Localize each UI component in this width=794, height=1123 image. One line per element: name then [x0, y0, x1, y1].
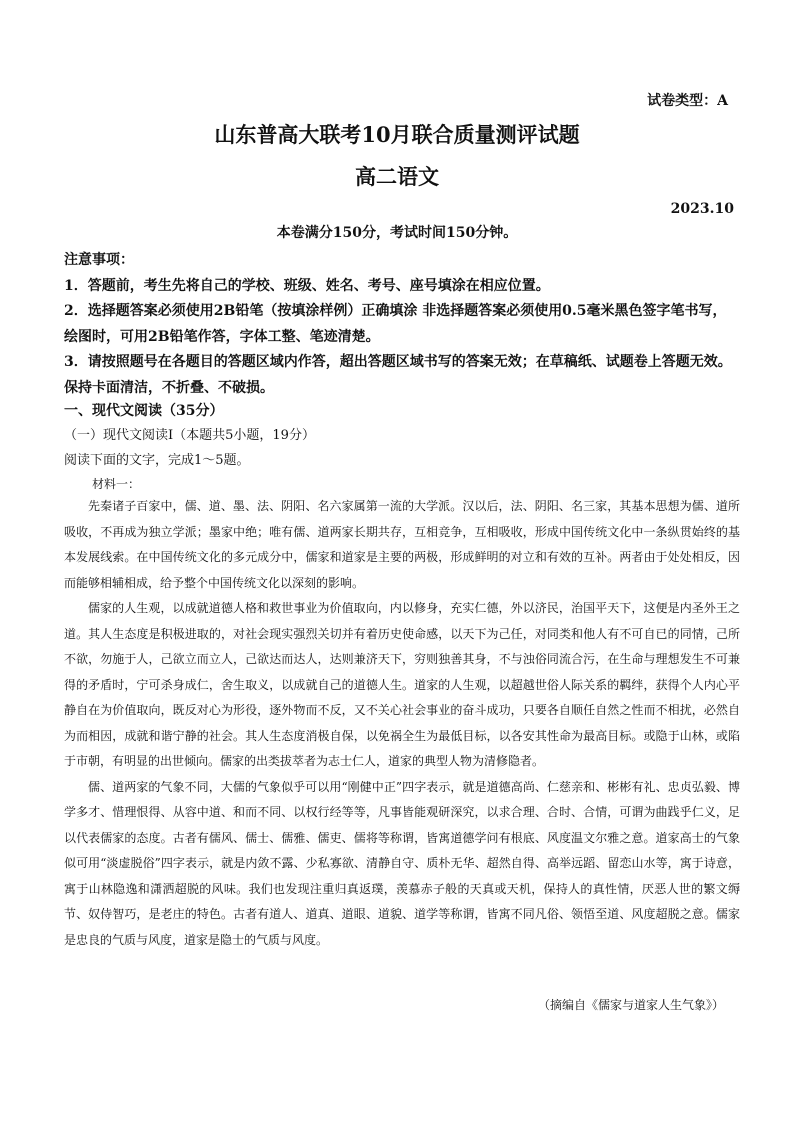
notes-block — [64, 248, 736, 401]
exam-date: 2023.10 — [670, 201, 734, 217]
passage-source: （摘编自《儒家与道家人生气象》） — [537, 998, 724, 1012]
exam-subject: 高二语文 — [355, 164, 439, 189]
note-item: 1．答题前，考生先将自己的学校、班级、姓名、考号、座号填涂在相应位置。 — [64, 277, 550, 294]
score-time-line: 本卷满分150分，考试时间150分钟。 — [276, 225, 518, 241]
passage-paragraph: 先秦诸子百家中，儒、道、墨、法、阴阳、名六家属第一流的大学派。汉以后，法、阴阳、名三家，其基本思想为儒、道所吸收，不再成为独立学派；墨家中绝；唯有儒、道两家长期共存，互相竞争，互相吸收，形成中国传统文化中一条纵贯始终的基本发展线索。在中国传统文化的多元成分中，儒家和道家是主要的两极，形成鲜明的对立和有效的互补。两者由于处处相反，因而能够相辅相成，给予整个中国传统文化以深刻的影响。 — [64, 499, 740, 590]
notes-heading: 注意事项： — [64, 252, 134, 268]
section-heading: 一、现代文阅读（35分） — [64, 403, 224, 419]
exam-title: 山东普高大联考10月联合质量测评试题 — [214, 122, 580, 147]
passage-paragraph: 儒、道两家的气象不同，大儒的气象似乎可以用“刚健中正”四字表示，就是道德高尚、仁慈亲和、彬彬有礼、忠贞弘毅、博学多才、惜理恨得、从容中道、和而不同、以权行经等等，凡事皆能观研深究，以求合理、合时、合情，可谓为曲践乎仁义，足以代表儒家的态度。古者有儒风、儒士、儒雅、儒吏、儒将等称谓，皆寓道德学问有根底、风度温文尔雅之意。道家高士的气象似可用“淡虚脱俗”四字表示，就是内敛不露、少私寡欲、清静自守、质朴无华、超然自得、高举远蹈、留恋山水等，寓于诗意，寓于山林隐逸和潇洒超脱的风味。我们也发现注重归真返璞，羡慕赤子般的天真或天机，保持人的真性情，厌恶人世的繁文缛节、奴侍智巧，是老庄的特色。古者有道人、道真、道眼、道貌、道学等称谓，皆寓不同凡俗、领悟至道、风度超脱之意。儒家是忠良的气质与风度，道家是隐士的气质与风度。 — [64, 779, 740, 947]
reading-instruction: 阅读下面的文字，完成1～5题。 — [64, 453, 250, 468]
subsection-heading: （一）现代文阅读Ⅰ（本题共5小题，19分） — [64, 428, 315, 443]
paper-type: 试卷类型：A — [647, 93, 728, 109]
passage-body — [64, 494, 740, 953]
note-item: 2．选择题答案必须使用2B铅笔（按填涂样例）正确填涂 非选择题答案必须使用0.5毫米黑色签字笔书写，绘图时，可用2B铅笔作答，字体工整、笔迹清楚。 — [64, 303, 727, 345]
passage-paragraph: 儒家的人生观，以成就道德人格和救世事业为价值取向，内以修身，充实仁德，外以济民，治国平天下，这便是内圣外王之道。其人生态度是积极进取的，对社会现实强烈关切并有着历史使命感，以天下为己任，对同类和他人有不可自已的同情，己所不欲，勿施于人，己欲立而立人，己欲达而达人，达则兼济天下，穷则独善其身，不与浊俗同流合污，在生命与理想发生不可兼得的矛盾时，宁可杀身成仁，舍生取义，以成就自己的道德人生。道家的人生观，以超越世俗人际关系的羁绊，获得个人内心平静自在为价值取向，既反对心为形役，逐外物而不反，又不关心社会事业的奋斗成功，只要各自顺任自然之性而不相扰，必然自为而相因，成就和谐宁静的社会。其人生态度消极自保，以免祸全生为最低目标，以各安其性命为最高目标。或隐于山林，或陷于市朝，有明显的出世倾向。儒家的出类拔萃者为志士仁人，道家的典型人物为清修隐者。 — [64, 601, 740, 768]
material-label: 材料一： — [92, 477, 141, 491]
note-item: 3．请按照题号在各题目的答题区域内作答，超出答题区域书写的答案无效；在草稿纸、试题卷上答题无效。保持卡面清洁，不折叠、不破损。 — [64, 354, 732, 396]
